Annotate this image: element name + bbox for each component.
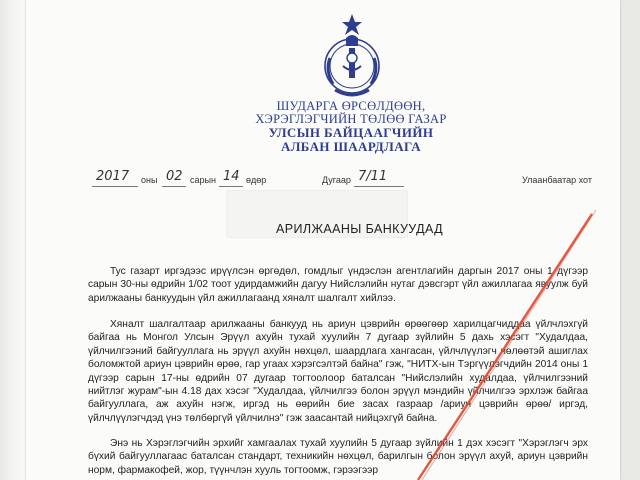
- agency-title-line2: АЛБАН ШААРДЛАГА: [280, 139, 422, 154]
- number-label: Дугаар: [322, 175, 351, 185]
- paragraph-2-text: Хяналт шалгалтаар арилжааны банкууд нь ариун цэврийн өрөөгөөр харилцагчиддаа үйлчлэхгүй байгаа нь Монгол Улсын Эрүүл ахуйн тухай хуулийн 7 дугаар зүйлийн 5 дахь хэсэгт "Худалдаа, үйлчилгээний байгууллага нь эрүүл ахуйн нөхцөл, шаардлага хангасан, үйлчлүүлэгч чөлөөтэй ашиглах боломжтой ариун цэврийн өрөө, гар угаах хэрэгсэлтэй байна" гэж, "НИТХ-ын Тэргүүлэгчдийн 2014 оны 1 дүгээр сарын 17-ны өдрийн 07 дугаар тогтоолоор баталсан "Нийслэлийн худалдаа, үйлчилгээний нийтлэг журам"-ын 4.18 дах хэсэг "Худалдаа, үйлчилгээ болон эрүүл мэндийн үйлчилгээ эрхлэж байгаа байгууллага, аж ахуйн нэгж, иргэд нь өөрийн бие засах газраар /ариун цэврийн өрөө/ иргэд, үйлчлүүлэгчдэд үнэ төлбөргүй үйлчилнэ" гэж заасантай нийцэхгүй байна.: [88, 319, 588, 424]
- document-number: 7/11: [358, 169, 388, 184]
- paragraph-3: [88, 437, 588, 477]
- ministry-name-line1: ШУДАРГА ӨРСӨЛДӨӨН,: [276, 99, 426, 113]
- state-emblem-icon: [315, 8, 389, 106]
- document-page: [26, 0, 620, 480]
- city-label: Улаанбаатар хот: [522, 175, 592, 185]
- date-day: 14: [223, 169, 240, 184]
- date-year: 2017: [96, 169, 130, 184]
- paragraph-1: [88, 265, 588, 305]
- agency-title-line1: УЛСЫН БАЙЦААГЧИЙН: [268, 125, 434, 140]
- date-day-suffix: өдөр: [246, 175, 267, 185]
- paper-fold-shadow: [0, 0, 28, 480]
- date-year-suffix: оны: [141, 175, 158, 185]
- paragraph-1-text: Тус газарт иргэдээс ирүүлсэн өргөдөл, гомдлыг үндэслэн агентлагийн даргын 2017 оны 1 дүгээр сарын 30-ны өдрийн 1/02 тоот удирдамжийн дагуу Нийслэлийн нутаг дэвсгэрт үйл ажиллагаа явуулж буй арилжааны банкуудын үйл ажиллагаанд хяналт шалгалт хийлээ.: [88, 266, 588, 304]
- paragraph-3-text: Энэ нь Хэрэглэгчийн эрхийг хамгаалах тухай хуулийн 5 дугаар зүйлийн 1 дэх хэсэгт "Хэрэглэгч эрх бүхий байгууллагаас баталсан стандарт, техникийн нөхцөл, барилгын болон эрүүл ахуй, ариун цэврийн норм, фармакофей, жор, түүнчлэн хууль тогтоомж, гэрээгээр: [88, 438, 588, 476]
- date-month: 02: [166, 169, 183, 184]
- ministry-name-line2: ХЭРЭГЛЭГЧИЙН ТӨЛӨӨ ГАЗАР: [255, 112, 447, 126]
- date-month-suffix: сарын: [190, 175, 216, 185]
- letterhead: [201, 100, 501, 154]
- paragraph-2: [88, 318, 588, 425]
- addressee: АРИЛЖААНЫ БАНКУУДАД: [276, 222, 443, 236]
